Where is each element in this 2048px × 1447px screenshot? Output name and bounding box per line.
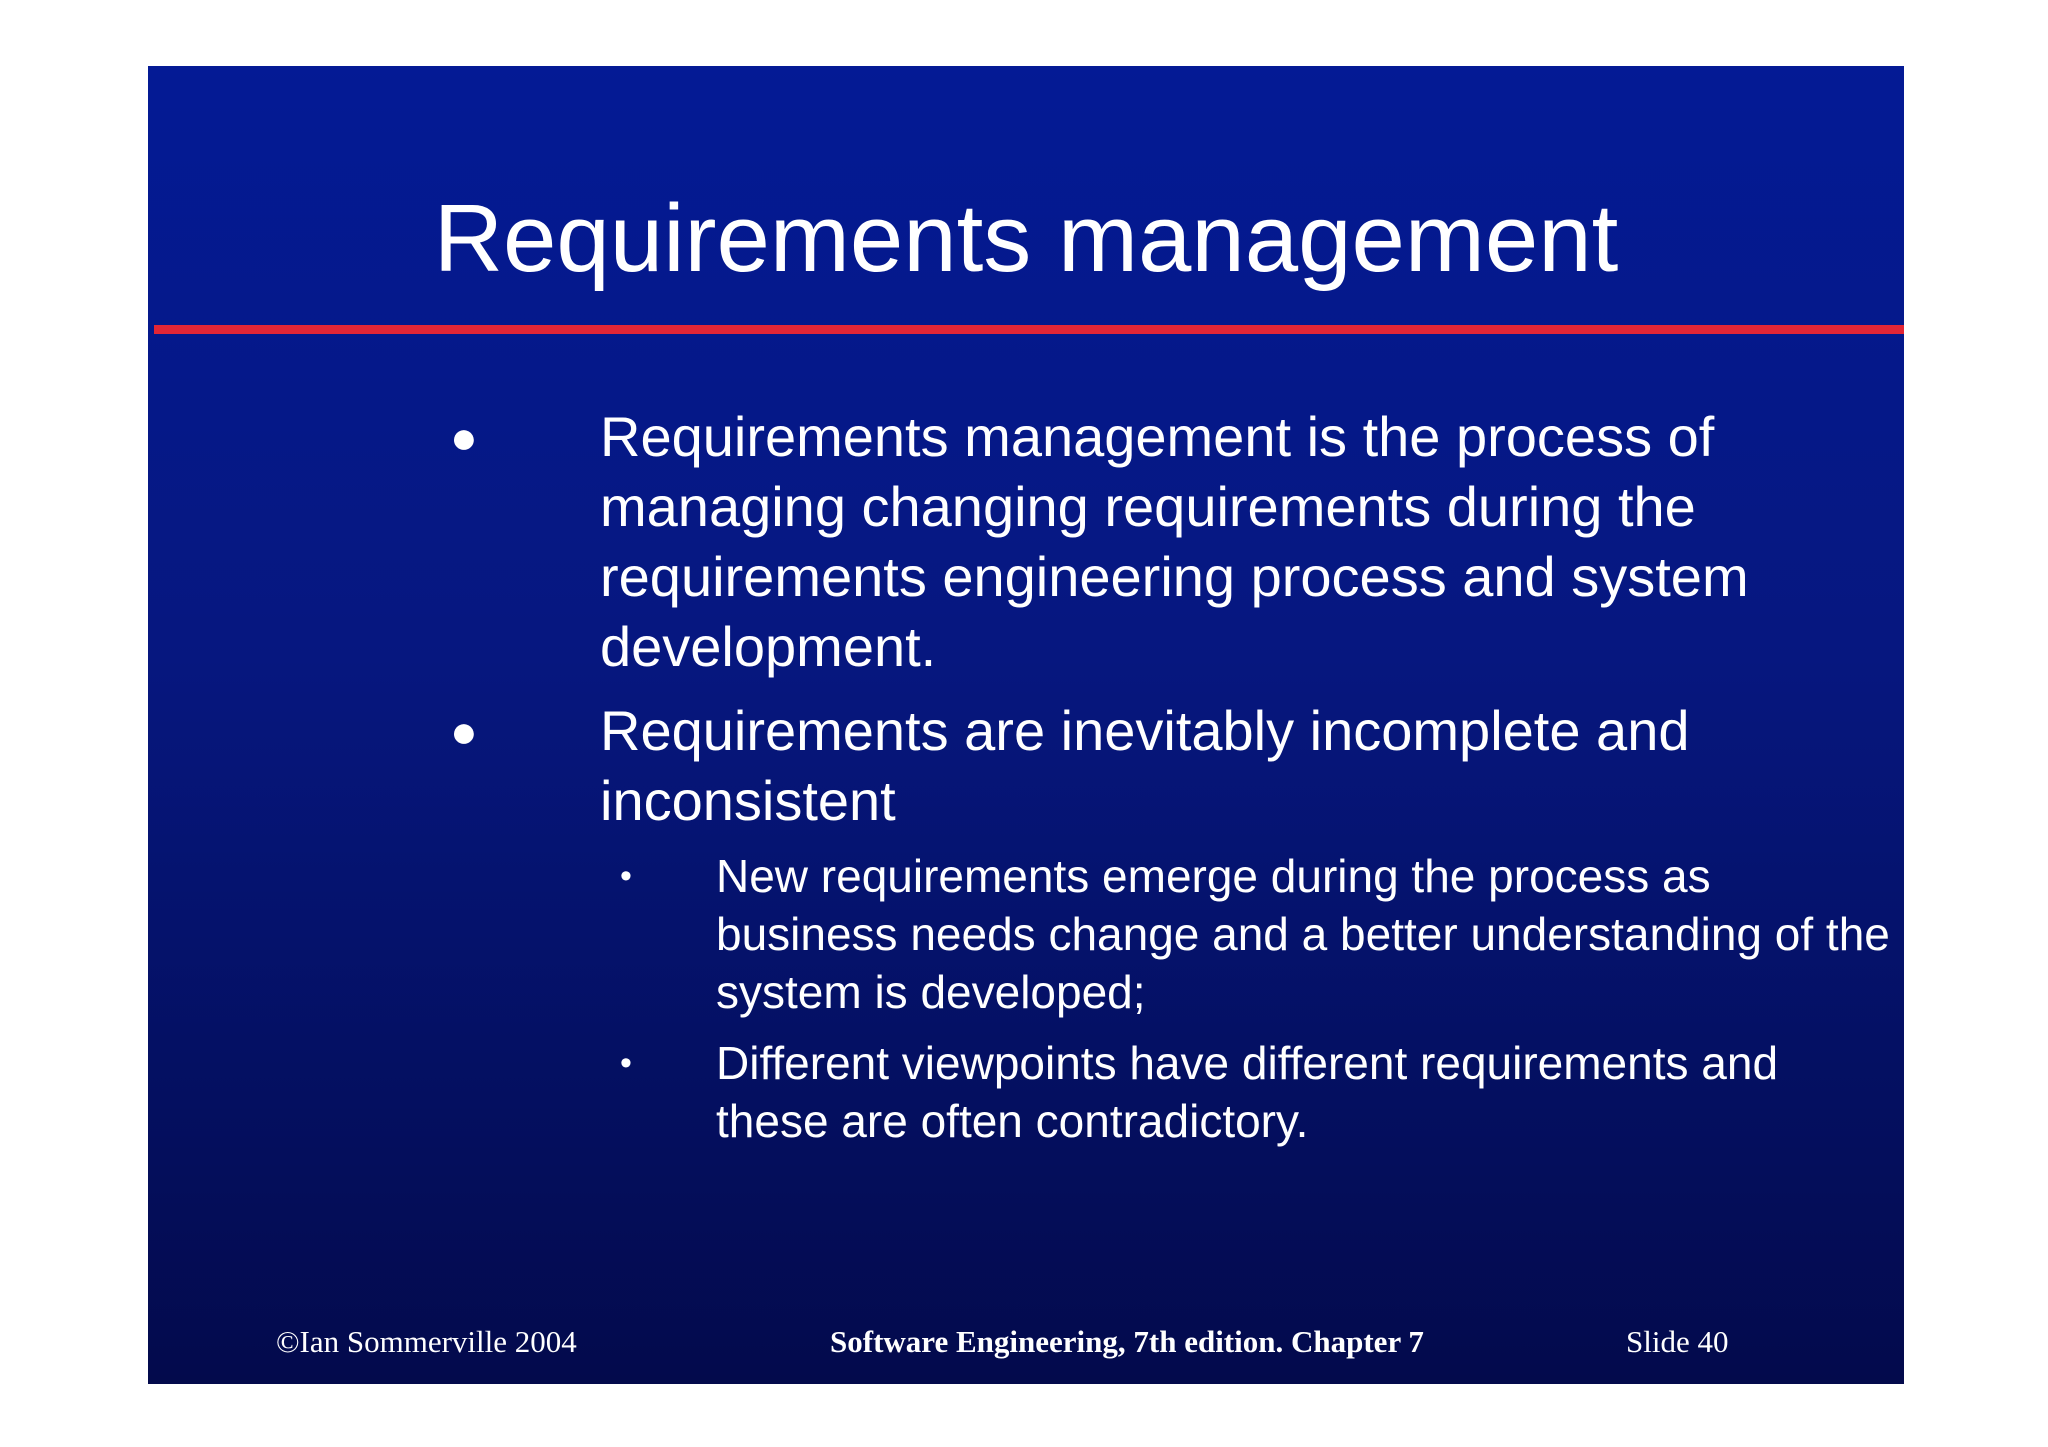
bullet-line: Requirements are inevitably incomplete and — [600, 699, 1690, 762]
sub-bullet-text — [716, 847, 1904, 1021]
bullet-line: managing changing requirements during the — [600, 475, 1696, 538]
bullet-text — [600, 696, 1900, 836]
footer-slide-number: Slide 40 — [1626, 1324, 1729, 1359]
sub-bullet-text — [716, 1034, 1904, 1150]
bullet-text — [600, 402, 1900, 682]
footer-book-title: Software Engineering, 7th edition. Chapter 7 — [830, 1324, 1424, 1359]
bullet-line: Requirements management is the process of — [600, 405, 1715, 468]
sub-bullet-line: Different viewpoints have different requirements and — [716, 1037, 1779, 1089]
bullet-line: requirements engineering process and system — [600, 545, 1749, 608]
sub-bullet-line: these are often contradictory. — [716, 1095, 1309, 1147]
sub-bullet-marker: • — [620, 1044, 632, 1082]
title-divider — [154, 325, 1904, 334]
sub-bullet-marker: • — [620, 857, 632, 895]
bullet-marker: ● — [450, 411, 478, 463]
sub-bullet-line: system is developed; — [716, 966, 1146, 1018]
slide — [148, 66, 1904, 1384]
bullet-line: inconsistent — [600, 769, 896, 832]
sub-bullet-line: business needs change and a better understanding of the — [716, 908, 1890, 960]
slide-title: Requirements management — [433, 185, 1619, 292]
bullet-line: development. — [600, 615, 937, 678]
sub-bullet-line: New requirements emerge during the process as — [716, 850, 1711, 902]
footer-copyright: ©Ian Sommerville 2004 — [276, 1324, 577, 1359]
bullet-marker: ● — [450, 705, 478, 757]
